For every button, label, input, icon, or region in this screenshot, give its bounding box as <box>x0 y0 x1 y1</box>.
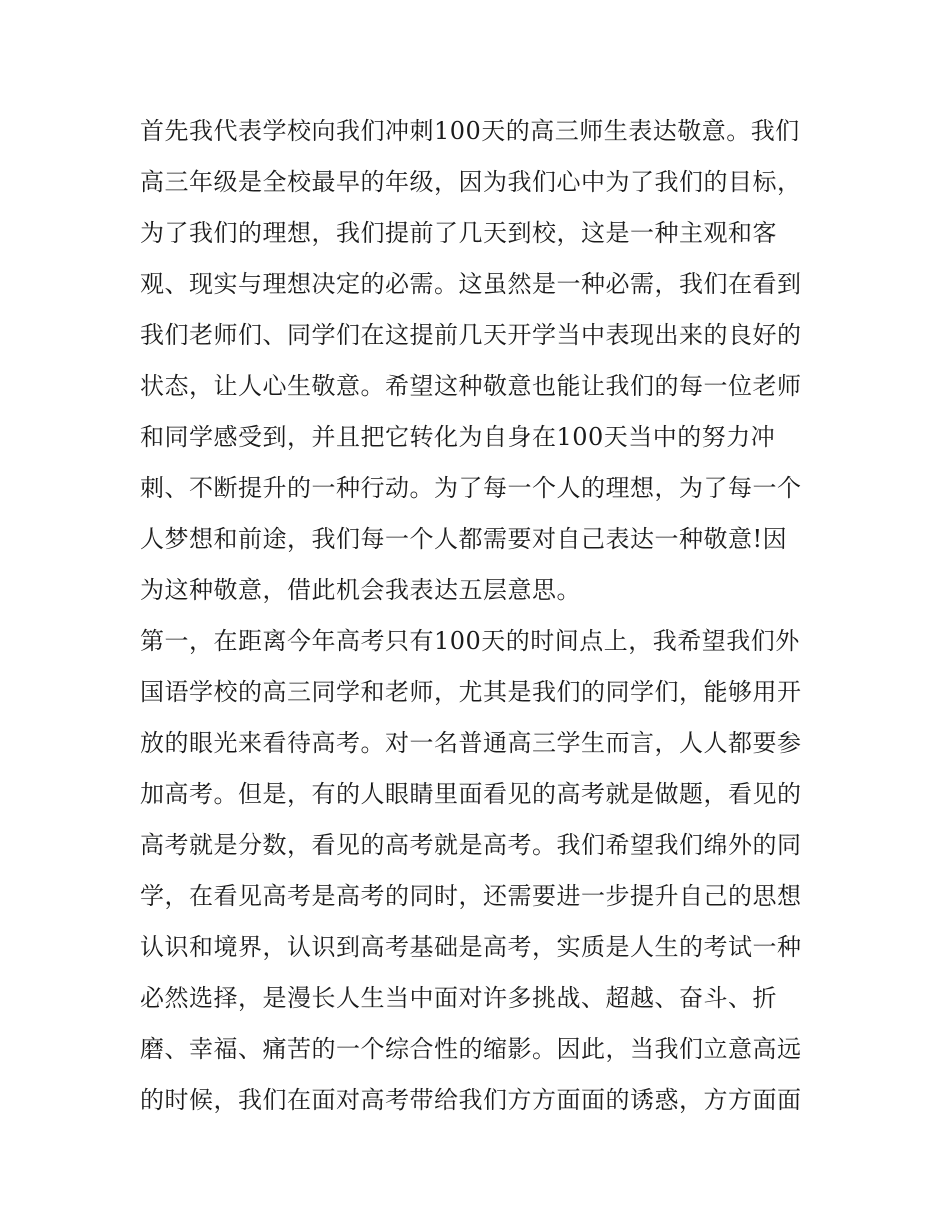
text-line: 人梦想和前途，我们每一个人都需要对自己表达一种敬意!因 <box>140 525 788 553</box>
text-line: 和同学感受到，并且把它转化为自身在100天当中的努力冲 <box>140 423 776 451</box>
text-line: 首先我代表学校向我们冲刺100天的高三师生表达敬意。我们 <box>140 117 800 145</box>
text-line: 学，在看见高考是高考的同时，还需要进一步提升自己的思想 <box>140 882 802 910</box>
text-line: 我们老师们、同学们在这提前几天开学当中表现出来的良好的 <box>140 321 802 349</box>
text-line: 认识和境界，认识到高考基础是高考，实质是人生的考试一种 <box>140 933 802 961</box>
text-line: 国语学校的高三同学和老师，尤其是我们的同学们，能够用开 <box>140 678 802 706</box>
text-line: 刺、不断提升的一种行动。为了每一个人的理想，为了每一个 <box>140 474 802 502</box>
text-line: 状态，让人心生敬意。希望这种敬意也能让我们的每一位老师 <box>140 372 802 400</box>
text-line: 磨、幸福、痛苦的一个综合性的缩影。因此，当我们立意高远 <box>140 1035 802 1063</box>
text-line: 加高考。但是，有的人眼睛里面看见的高考就是做题，看见的 <box>140 780 802 808</box>
text-line: 的时候，我们在面对高考带给我们方方面面的诱惑，方方面面 <box>140 1086 802 1114</box>
text-line: 必然选择，是漫长人生当中面对许多挑战、超越、奋斗、折 <box>140 984 777 1012</box>
text-line: 高考就是分数，看见的高考就是高考。我们希望我们绵外的同 <box>140 831 802 859</box>
text-line: 高三年级是全校最早的年级，因为我们心中为了我们的目标， <box>140 168 802 196</box>
body-text <box>140 106 820 1126</box>
text-line: 放的眼光来看待高考。对一名普通高三学生而言，人人都要参 <box>140 729 802 757</box>
text-line: 为了我们的理想，我们提前了几天到校，这是一种主观和客 <box>140 219 777 247</box>
text-line: 为这种敬意，借此机会我表达五层意思。 <box>140 576 581 604</box>
text-line: 观、现实与理想决定的必需。这虽然是一种必需，我们在看到 <box>140 270 802 298</box>
text-line: 第一，在距离今年高考只有100天的时间点上，我希望我们外 <box>140 627 800 655</box>
